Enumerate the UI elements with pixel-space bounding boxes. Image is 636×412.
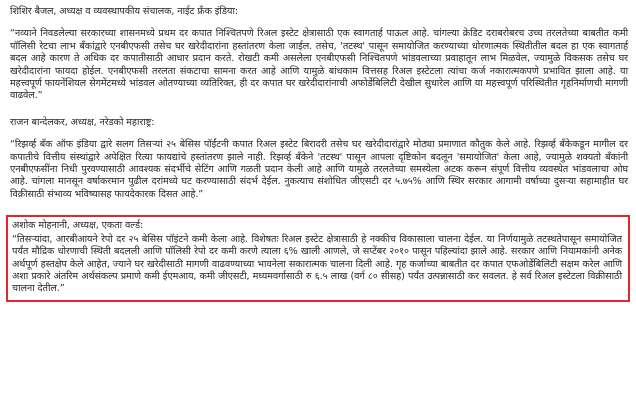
speaker-name: अशोक मोहनानी, अध्यक्ष, एकता वर्ल्ड:	[12, 220, 144, 232]
statement-quote: “नव्याने निवडलेल्या सरकारच्या शासनमध्ये प्रथम दर कपात निश्चितपणे रिअल इस्टेट क्षेत्रासाठी एक स्वागतार्ह पाऊल आहे. चांगल्या क्रेडिट दराबरोबरच उच्च तरलतेच्या बाबतीत कमी पॉलिसी रेटचा लाभ बँकांद्वारे एनबीएफसी तसेच घर खरेदीदारांना हस्तांतरण केला जाईल. तसेच, 'तटस्थ' पासून समायोजित करण्याच्या धोरणात्मक स्थितीतील बदल हा एक स्वागतार्ह बदल आहे कारण ते अधिक दर कपातीसाठी आधार प्रदान करते. रोखटी कमी असलेला एनबीएफसी निश्चितपणे भांडवलाच्या प्रवाहातून लाभ मिळवेल, ज्यामुळे विकसक तसेच घर खरेदीदारांना फायदा होईल. एनबीएफसी तरलता संकटाचा सामना करत आहे आणि यामुळे बांधकाम वित्तसह रिअल इस्टेटला त्यांचा कर्ज नकारात्मकपणे प्रभावित झाला आहे. या महत्त्वपूर्ण फायनेंशियल सेगमेंटमध्ये भांडवल ओतण्याच्या व्यतिरिक्त, ही दर कपात घर खरेदीदारांनाची अफोर्डेबिलिटी देखील सुधारेल आणि या महत्त्वपूर्ण परिस्थितीत गृहनिर्माणची मागणी वाढवेल.”	[10, 28, 628, 102]
statement-shishir-baijal	[10, 6, 628, 103]
speaker-name: राजन बान्देलकर, अध्यक्ष, नरेडको महाराष्ट्र:	[10, 116, 155, 128]
statement-quote: “रिझर्व्ह बँक ऑफ इंडिया द्वारे सलग तिसऱ्यां २५ बेसिस पॉईंटनी कपात रिअल इस्टेट बिरादरी तसेच घर खरेदीदारांद्वारे मोठ्या प्रमाणात कौतुक केले आहे. रिझर्व्ह बँकेकडून मागील दर कपातीचे वित्तीय संस्थांद्वारे अपेक्षित रित्या फायद्यांचे हस्तांतरण झाले नाही. रिझर्व्ह बँकेने 'तटस्थ' पासून आपला दृष्टिकोन बदलून 'समायोजित' केला आहे, ज्यामुळे शक्यतो बँकांनी एनबीएफसींना निधी पुरवण्यासाठी आवश्यक संदर्भीचे सेटिंग आणि गळती प्रदान केली आहे आणि यामुळे तरलतेच्या समस्येला अटक करून संपूर्ण वित्तीय व्यवस्थेत भांडवलाचा ओघ आहे. चांगला मानसून वर्षाकरमान पुढील दरांमध्ये घट करण्यासाठी संदर्भ देईल. नुकत्याच संशोधित जीएसटी दर ५.७५% आणि स्थिर सरकार आगामी वर्षाच्या दुसऱ्या सहामाहीत घर विक्रीसाठी संभाव्य भविष्यासह फायदेकारक दिसत आहे.”	[10, 139, 628, 200]
statement-rajan-bandelkar	[10, 117, 628, 201]
speaker-name: शिशिर बैजल, अध्यक्ष व व्यवस्थापकीय संचालक, नाईट फ्रँक इंडिया:	[10, 6, 239, 17]
highlighted-statement-ashok-mohanani	[6, 215, 630, 301]
statement-quote: “तिसऱ्यांदा, आरबीआयने रेपो दर २५ बेसिस पॉइंटने कमी केला आहे. विशेषतः रिअल इस्टेट क्षेत्रासाठी हे नक्कीच विकासाला चालना देईल. या निर्णयामुळे तटस्थतेपासून समायोजित पर्यंत मौद्रिक धोरणाची स्थिती बदलली आणि पॉलिसी रेपो दर कमी करणे त्याला ६% खाली आणले, जे सप्टेंबर २०१० पासून पहिल्यांदा झाले आहे. सरकार आणि नियामकांनी अनेक अर्थपूर्ण हस्तक्षेप केले आहेत, ज्याने घर खरेदीसाठी मागणी वाढवण्याच्या भावनेला सकारात्मक चालना दिली आहे. गृह कर्जाच्या बाबतीत दर कपात एफओर्डेबिलिटी सक्षम करेल आणि अशा प्रकारे अंतरिम अर्थसंकल्प प्रमाणे कमी ईएमआय, कमी जीएसटी, मध्यमवर्गासाठी रु ६.५ लाख (वर्ग ८० सीसह) पर्यंत उत्पन्नासाठी कर सवलत. हे सर्व रिअल इस्टेटला विक्रीसाठी चालना देतील.”	[12, 233, 622, 295]
